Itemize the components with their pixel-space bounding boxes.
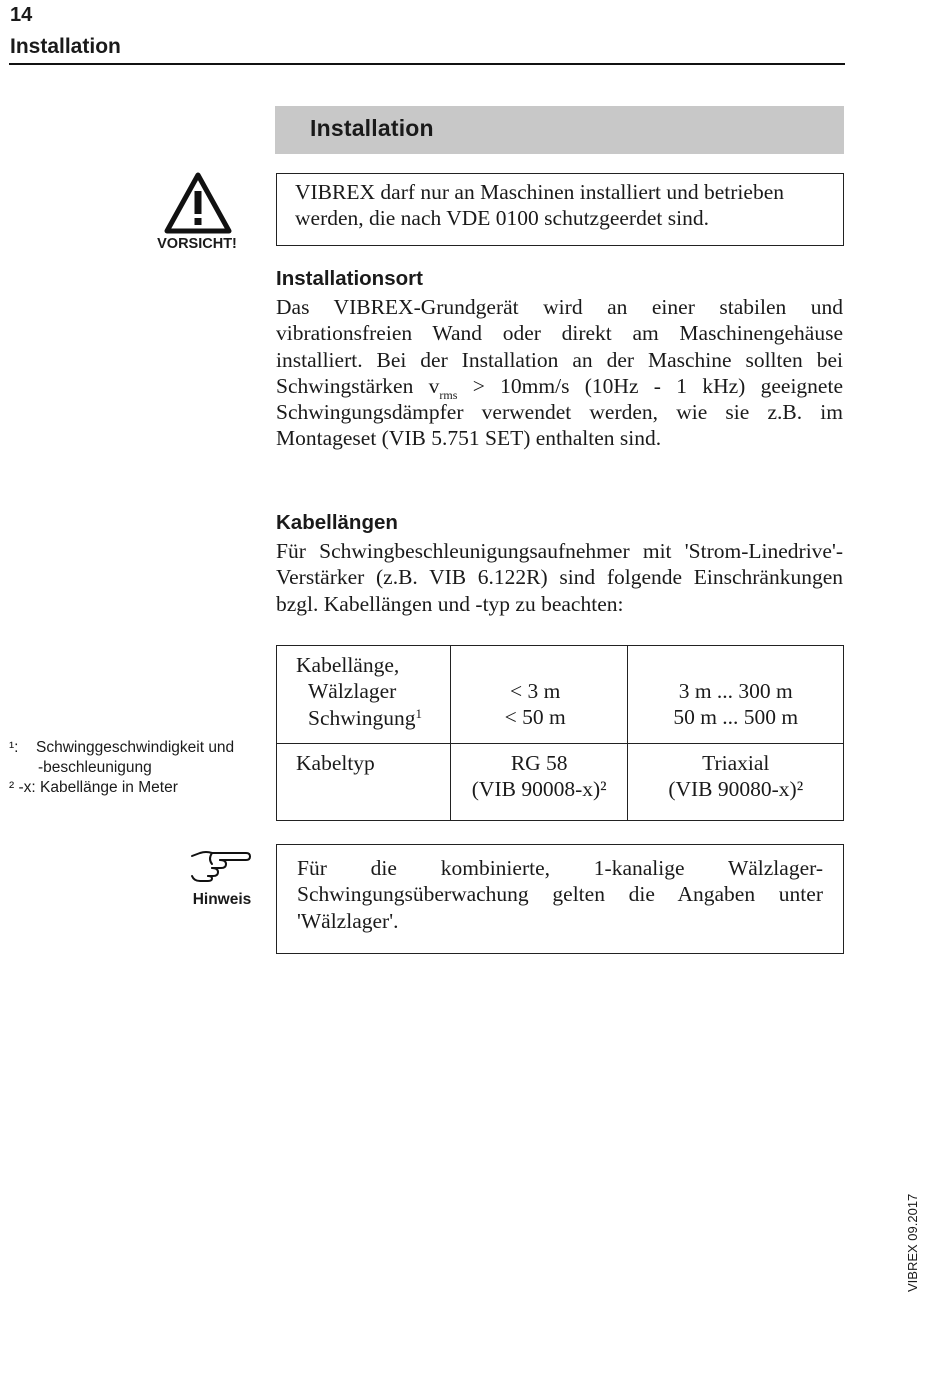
caution-box bbox=[276, 173, 844, 246]
installationsort-text-before: Das VIBREX-Grundgerät wird an einer stabilen und vibrationsfreien Wand oder direkt am Maschinengehäuse installiert. Bei der Installation an der Maschine sollten bei Schwingstärken v bbox=[276, 295, 843, 398]
footnotes bbox=[9, 738, 271, 798]
cell-line: < 50 m bbox=[504, 705, 566, 730]
table-cell bbox=[628, 646, 844, 744]
label-line-with-footnote bbox=[296, 705, 450, 731]
cable-table bbox=[276, 645, 844, 821]
footnote-1-line1: Schwinggeschwindigkeit und bbox=[36, 739, 235, 756]
table-cell-label bbox=[277, 744, 451, 821]
cell-line: RG 58 bbox=[510, 751, 568, 775]
section-title-bar bbox=[275, 106, 844, 154]
note-text: Für die kombinierte, 1-kanalige Wälzlager-Schwingungsüberwachung gelten die Angaben unter 'Wälzlager'. bbox=[297, 856, 823, 933]
label-line: Schwingung bbox=[308, 705, 416, 730]
header-title: Installation bbox=[10, 35, 121, 58]
pointing-hand-icon bbox=[190, 848, 252, 882]
section-title: Installation bbox=[310, 115, 434, 141]
cell-line: 3 m ... 300 m bbox=[678, 679, 793, 703]
table-row bbox=[277, 646, 844, 744]
label-line: Wälzlager bbox=[308, 679, 397, 704]
cell-line: (VIB 90008-x)² bbox=[471, 777, 607, 802]
warning-triangle-icon bbox=[164, 172, 232, 234]
paragraph-kabellaengen: Für Schwingbeschleunigungsaufnehmer mit 'Strom-Linedrive'-Verstärker (z.B. VIB 6.122R) sind folgende Einschränkungen bzgl. Kabellängen und -typ zu beachten: bbox=[276, 539, 843, 616]
hinweis-label: Hinweis bbox=[192, 891, 252, 908]
table-cell bbox=[450, 646, 628, 744]
heading-installationsort: Installationsort bbox=[276, 267, 423, 290]
cell-line: (VIB 90080-x)² bbox=[668, 777, 804, 802]
heading-kabellaengen: Kabellängen bbox=[276, 511, 398, 534]
cell-line: Triaxial bbox=[702, 751, 770, 775]
table-cell-label bbox=[277, 646, 451, 744]
caution-text: VIBREX darf nur an Maschinen installiert und betrieben werden, die nach VDE 0100 schutzgeerdet sind. bbox=[295, 180, 784, 231]
label-line: Kabeltyp bbox=[296, 751, 375, 775]
table-cell bbox=[628, 744, 844, 821]
paragraph-installationsort bbox=[276, 294, 843, 452]
table-cell bbox=[450, 744, 628, 821]
header-divider bbox=[9, 63, 845, 65]
footnote-marker: 1 bbox=[415, 705, 422, 721]
installationsort-text-after: > 10mm/s (10Hz - 1 kHz) geeignete Schwingungsdämpfer verwendet werden, wie sie z.B. im Montageset (VIB 5.751 SET) enthalten sind. bbox=[276, 373, 843, 451]
note-box bbox=[276, 844, 844, 954]
footnote-1-line2: -beschleunigung bbox=[38, 759, 152, 776]
page-number: 14 bbox=[10, 4, 33, 26]
footer-document-id: VIBREX 09.2017 bbox=[905, 1193, 920, 1292]
table-row bbox=[277, 744, 844, 821]
caution-label: VORSICHT! bbox=[157, 236, 237, 252]
rms-subscript: rms bbox=[439, 387, 458, 402]
footnote-1-marker: ¹: bbox=[9, 739, 19, 756]
footnote-1 bbox=[9, 738, 271, 758]
cell-line: < 3 m bbox=[510, 679, 561, 703]
footnote-2: ² -x: Kabellänge in Meter bbox=[9, 779, 178, 796]
cell-line: 50 m ... 500 m bbox=[673, 705, 799, 730]
label-line: Kabellänge, bbox=[296, 653, 400, 677]
